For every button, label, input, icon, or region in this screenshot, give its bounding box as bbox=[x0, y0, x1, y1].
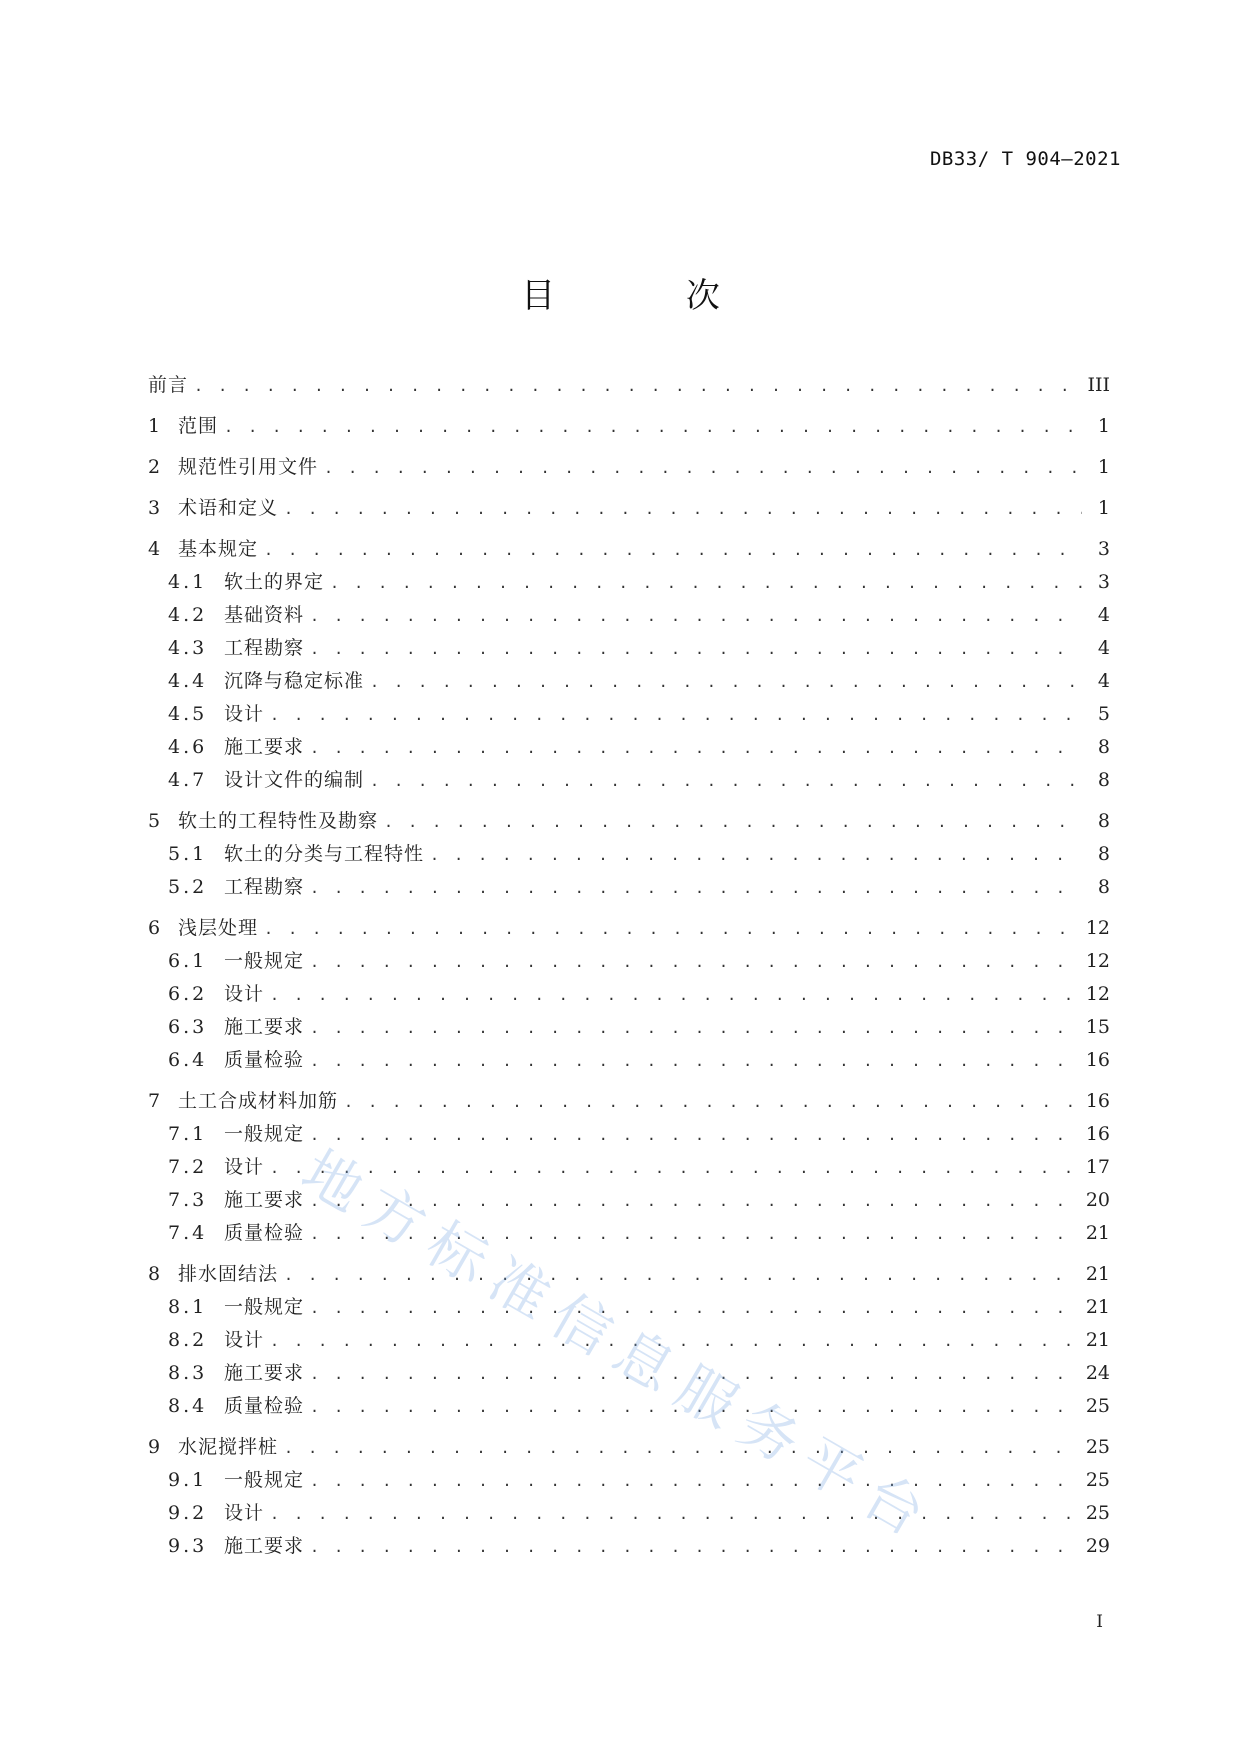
toc-entry[interactable] bbox=[148, 1154, 1110, 1181]
toc-entry-label: 水泥搅拌桩 bbox=[178, 1436, 279, 1458]
toc-entry[interactable] bbox=[148, 1261, 1110, 1288]
toc-entry-label: 一般规定 bbox=[224, 1296, 305, 1318]
toc-entry[interactable] bbox=[148, 1047, 1110, 1074]
toc-entry-label: 一般规定 bbox=[224, 1469, 305, 1491]
toc-dot-leader bbox=[384, 809, 1082, 835]
toc-dot-leader bbox=[264, 916, 1080, 942]
toc-entry-label: 工程勘察 bbox=[224, 876, 305, 898]
toc-entry-label: 一般规定 bbox=[224, 1123, 305, 1145]
toc-entry-page: 4 bbox=[1097, 637, 1110, 659]
toc-entry[interactable] bbox=[148, 569, 1110, 596]
toc-entry-label: 施工要求 bbox=[224, 1362, 305, 1384]
toc-entry-label: 设计文件的编制 bbox=[224, 769, 365, 791]
toc-entry-page: 12 bbox=[1085, 917, 1110, 939]
toc-entry-number: 4.1 bbox=[168, 571, 208, 593]
toc-entry-label: 施工要求 bbox=[224, 1189, 305, 1211]
toc-entry-page: 17 bbox=[1085, 1156, 1110, 1178]
toc-entry-label: 范围 bbox=[178, 415, 219, 437]
toc-entry-label: 设计 bbox=[224, 1502, 265, 1524]
toc-entry-number: 5 bbox=[148, 810, 162, 832]
toc-entry-number: 7.1 bbox=[168, 1123, 208, 1145]
toc-entry[interactable] bbox=[148, 1220, 1110, 1247]
toc-entry[interactable] bbox=[148, 1500, 1110, 1527]
toc-dot-leader bbox=[264, 537, 1082, 563]
toc-dot-leader bbox=[284, 496, 1082, 522]
toc-entry-page: 21 bbox=[1085, 1329, 1110, 1351]
toc-dot-leader bbox=[310, 1468, 1080, 1494]
toc-entry[interactable] bbox=[148, 635, 1110, 662]
toc-entry[interactable] bbox=[148, 413, 1110, 440]
toc-entry-label: 土工合成材料加筋 bbox=[178, 1090, 339, 1112]
toc-entry-number: 6.2 bbox=[168, 983, 208, 1005]
toc-entry-label: 施工要求 bbox=[224, 1535, 305, 1557]
toc-entry-number: 8 bbox=[148, 1263, 162, 1285]
toc-entry-number: 7.3 bbox=[168, 1189, 208, 1211]
toc-entry-number: 8.2 bbox=[168, 1329, 208, 1351]
toc-entry[interactable] bbox=[148, 536, 1110, 563]
page-title: 目 次 bbox=[521, 276, 780, 316]
toc-entry-number: 2 bbox=[148, 456, 162, 478]
toc-entry-page: 4 bbox=[1097, 670, 1110, 692]
toc-entry-page: 24 bbox=[1085, 1362, 1110, 1384]
toc-entry[interactable] bbox=[148, 1533, 1110, 1560]
toc-entry-label: 术语和定义 bbox=[178, 497, 279, 519]
toc-dot-leader bbox=[344, 1089, 1080, 1115]
toc-entry[interactable] bbox=[148, 1327, 1110, 1354]
document-code: DB33/ T 904—2021 bbox=[929, 148, 1121, 170]
toc-dot-leader bbox=[310, 875, 1082, 901]
toc-entry-number: 4 bbox=[148, 538, 162, 560]
toc-entry[interactable] bbox=[148, 948, 1110, 975]
toc-entry-page: 8 bbox=[1097, 843, 1110, 865]
toc-entry-label: 软土的工程特性及勘察 bbox=[178, 810, 379, 832]
toc-dot-leader bbox=[324, 455, 1082, 481]
toc-entry-page: 20 bbox=[1085, 1189, 1110, 1211]
toc-entry-page: 16 bbox=[1085, 1090, 1110, 1112]
toc-entry-label: 基础资料 bbox=[224, 604, 305, 626]
toc-dot-leader bbox=[310, 1188, 1080, 1214]
toc-entry-page: 25 bbox=[1085, 1502, 1110, 1524]
toc-entry-page: 25 bbox=[1085, 1469, 1110, 1491]
toc-entry-page: 29 bbox=[1085, 1535, 1110, 1557]
toc-dot-leader bbox=[270, 702, 1082, 728]
toc-entry-label: 一般规定 bbox=[224, 950, 305, 972]
toc-entry-number: 7.4 bbox=[168, 1222, 208, 1244]
toc-entry-page: 4 bbox=[1097, 604, 1110, 626]
toc-entry-label: 排水固结法 bbox=[178, 1263, 279, 1285]
toc-entry-label: 前言 bbox=[148, 374, 189, 396]
toc-entry-number: 6.1 bbox=[168, 950, 208, 972]
toc-entry[interactable] bbox=[148, 915, 1110, 942]
toc-entry-number: 7 bbox=[148, 1090, 162, 1112]
toc-dot-leader bbox=[310, 603, 1082, 629]
toc-entry[interactable] bbox=[148, 734, 1110, 761]
toc-entry-label: 设计 bbox=[224, 983, 265, 1005]
toc-entry-number: 8.4 bbox=[168, 1395, 208, 1417]
toc-dot-leader bbox=[270, 1501, 1080, 1527]
toc-entry-page: III bbox=[1087, 374, 1110, 396]
toc-entry-page: 5 bbox=[1097, 703, 1110, 725]
toc-dot-leader bbox=[270, 982, 1080, 1008]
table-of-contents bbox=[148, 372, 1110, 1560]
toc-entry[interactable] bbox=[148, 874, 1110, 901]
toc-entry[interactable] bbox=[148, 1393, 1110, 1420]
toc-entry-number: 8.1 bbox=[168, 1296, 208, 1318]
toc-entry-number: 6 bbox=[148, 917, 162, 939]
toc-entry-page: 3 bbox=[1097, 571, 1110, 593]
toc-entry-page: 3 bbox=[1097, 538, 1110, 560]
toc-dot-leader bbox=[310, 1048, 1080, 1074]
toc-dot-leader bbox=[270, 1328, 1080, 1354]
watermark: 地方标准信息服务平台 bbox=[290, 1136, 949, 1556]
toc-dot-leader bbox=[310, 735, 1082, 761]
toc-dot-leader bbox=[310, 1534, 1080, 1560]
toc-entry-number: 4.3 bbox=[168, 637, 208, 659]
toc-entry-page: 21 bbox=[1085, 1222, 1110, 1244]
toc-entry[interactable] bbox=[148, 808, 1110, 835]
toc-entry-page: 25 bbox=[1085, 1395, 1110, 1417]
toc-entry-label: 工程勘察 bbox=[224, 637, 305, 659]
toc-entry-number: 4.4 bbox=[168, 670, 208, 692]
toc-entry-number: 6.3 bbox=[168, 1016, 208, 1038]
toc-entry-label: 设计 bbox=[224, 703, 265, 725]
toc-entry-number: 9 bbox=[148, 1436, 162, 1458]
toc-entry-number: 4.5 bbox=[168, 703, 208, 725]
toc-dot-leader bbox=[224, 414, 1082, 440]
toc-dot-leader bbox=[310, 636, 1082, 662]
toc-entry[interactable] bbox=[148, 981, 1110, 1008]
toc-entry[interactable] bbox=[148, 841, 1110, 868]
toc-dot-leader bbox=[370, 768, 1082, 794]
toc-entry-number: 8.3 bbox=[168, 1362, 208, 1384]
toc-entry-label: 软土的分类与工程特性 bbox=[224, 843, 425, 865]
toc-entry-page: 25 bbox=[1085, 1436, 1110, 1458]
toc-entry[interactable] bbox=[148, 1434, 1110, 1461]
toc-dot-leader bbox=[194, 373, 1081, 399]
toc-entry-label: 软土的界定 bbox=[224, 571, 325, 593]
toc-entry-page: 21 bbox=[1085, 1296, 1110, 1318]
toc-entry-page: 8 bbox=[1097, 810, 1110, 832]
toc-dot-leader bbox=[284, 1435, 1080, 1461]
toc-entry-number: 9.1 bbox=[168, 1469, 208, 1491]
page-number: I bbox=[1096, 1612, 1103, 1632]
toc-entry-page: 1 bbox=[1097, 415, 1110, 437]
toc-entry-page: 12 bbox=[1085, 950, 1110, 972]
toc-entry-number: 1 bbox=[148, 415, 162, 437]
toc-entry[interactable] bbox=[148, 1467, 1110, 1494]
toc-entry-label: 施工要求 bbox=[224, 1016, 305, 1038]
toc-dot-leader bbox=[370, 669, 1082, 695]
toc-dot-leader bbox=[310, 1295, 1080, 1321]
toc-entry[interactable] bbox=[148, 767, 1110, 794]
toc-entry-label: 设计 bbox=[224, 1156, 265, 1178]
toc-entry-number: 7.2 bbox=[168, 1156, 208, 1178]
toc-dot-leader bbox=[284, 1262, 1080, 1288]
toc-entry-label: 施工要求 bbox=[224, 736, 305, 758]
toc-entry[interactable] bbox=[148, 1360, 1110, 1387]
toc-entry[interactable] bbox=[148, 1014, 1110, 1041]
toc-dot-leader bbox=[310, 1221, 1080, 1247]
toc-entry-number: 4.6 bbox=[168, 736, 208, 758]
toc-entry-number: 9.2 bbox=[168, 1502, 208, 1524]
toc-entry[interactable] bbox=[148, 668, 1110, 695]
toc-entry[interactable] bbox=[148, 701, 1110, 728]
toc-entry-page: 8 bbox=[1097, 769, 1110, 791]
toc-dot-leader bbox=[310, 949, 1080, 975]
toc-entry-number: 5.1 bbox=[168, 843, 208, 865]
toc-entry-number: 9.3 bbox=[168, 1535, 208, 1557]
toc-entry-page: 8 bbox=[1097, 736, 1110, 758]
toc-dot-leader bbox=[310, 1015, 1080, 1041]
toc-entry-label: 沉降与稳定标准 bbox=[224, 670, 365, 692]
toc-dot-leader bbox=[310, 1122, 1080, 1148]
toc-dot-leader bbox=[330, 570, 1082, 596]
toc-entry[interactable] bbox=[148, 454, 1110, 481]
toc-entry-number: 5.2 bbox=[168, 876, 208, 898]
toc-entry-page: 8 bbox=[1097, 876, 1110, 898]
toc-entry-number: 3 bbox=[148, 497, 162, 519]
toc-entry-label: 质量检验 bbox=[224, 1222, 305, 1244]
toc-entry-label: 规范性引用文件 bbox=[178, 456, 319, 478]
toc-entry-number: 6.4 bbox=[168, 1049, 208, 1071]
toc-entry-label: 浅层处理 bbox=[178, 917, 259, 939]
toc-entry-label: 设计 bbox=[224, 1329, 265, 1351]
toc-dot-leader bbox=[310, 1361, 1080, 1387]
toc-entry-page: 16 bbox=[1085, 1049, 1110, 1071]
toc-entry-label: 基本规定 bbox=[178, 538, 259, 560]
toc-entry[interactable] bbox=[148, 1121, 1110, 1148]
toc-entry-page: 1 bbox=[1097, 497, 1110, 519]
toc-entry-label: 质量检验 bbox=[224, 1395, 305, 1417]
toc-dot-leader bbox=[270, 1155, 1080, 1181]
toc-entry[interactable] bbox=[148, 1187, 1110, 1214]
toc-entry[interactable] bbox=[148, 372, 1110, 399]
toc-dot-leader bbox=[310, 1394, 1080, 1420]
toc-entry[interactable] bbox=[148, 1088, 1110, 1115]
toc-entry-number: 4.7 bbox=[168, 769, 208, 791]
toc-entry-page: 1 bbox=[1097, 456, 1110, 478]
toc-entry-number: 4.2 bbox=[168, 604, 208, 626]
toc-entry[interactable] bbox=[148, 1294, 1110, 1321]
toc-entry-page: 15 bbox=[1085, 1016, 1110, 1038]
toc-entry-page: 16 bbox=[1085, 1123, 1110, 1145]
toc-entry-page: 12 bbox=[1085, 983, 1110, 1005]
toc-entry-label: 质量检验 bbox=[224, 1049, 305, 1071]
toc-entry-page: 21 bbox=[1085, 1263, 1110, 1285]
toc-entry[interactable] bbox=[148, 602, 1110, 629]
toc-entry[interactable] bbox=[148, 495, 1110, 522]
toc-dot-leader bbox=[430, 842, 1082, 868]
